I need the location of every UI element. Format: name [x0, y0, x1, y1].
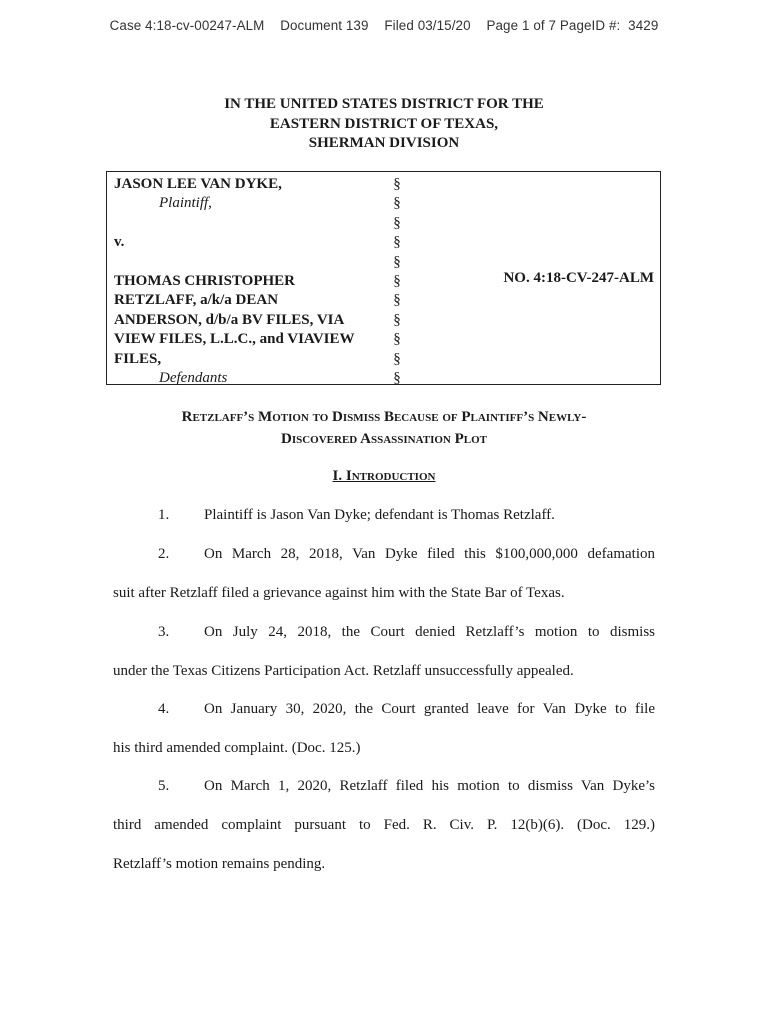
- section-symbol: §: [393, 331, 401, 348]
- court-heading-line2: EASTERN DISTRICT OF TEXAS,: [269, 115, 499, 132]
- section-symbol: §: [393, 234, 401, 251]
- section-symbol: §: [393, 253, 401, 270]
- paragraph-line: On March 28, 2018, Van Dyke filed this $100,000,000 defamation: [204, 546, 655, 562]
- section-symbol: §: [393, 370, 401, 387]
- plaintiff-role: Plaintiff,: [159, 195, 212, 212]
- caption-parties: [114, 175, 386, 388]
- case-caption-box: [106, 171, 661, 385]
- motion-title: [0, 406, 768, 450]
- section-symbol: §: [393, 311, 401, 328]
- court-heading-line3: SHERMAN DIVISION: [308, 135, 460, 151]
- paragraph-line: Plaintiff is Jason Van Dyke; defendant is Thomas Retzlaff.: [204, 507, 555, 523]
- paragraph-line: On January 30, 2020, the Court granted leave for Van Dyke to file: [204, 701, 655, 717]
- page-info-stamp: Page 1 of 7 PageID #: 3429: [486, 18, 659, 33]
- defendant-line: THOMAS CHRISTOPHER: [114, 273, 296, 290]
- paragraph-line: his third amended complaint. (Doc. 125.): [113, 740, 361, 756]
- section-symbol-column: [385, 175, 409, 388]
- defendant-line: ANDERSON, d/b/a BV FILES, VIA: [114, 311, 345, 328]
- caption-blank-line: [114, 253, 386, 272]
- section-symbol: §: [393, 176, 401, 192]
- defendant-line: FILES,: [114, 350, 162, 367]
- paragraph-line: under the Texas Citizens Participation Act. Retzlaff unsuccessfully appealed.: [113, 663, 574, 679]
- court-heading: [0, 95, 768, 154]
- section-symbol: §: [393, 214, 401, 231]
- paragraph-number: 1.: [158, 507, 170, 523]
- caption-case-number: NO. 4:18-CV-247-ALM: [503, 270, 654, 286]
- court-heading-line1: IN THE UNITED STATES DISTRICT FOR THE: [224, 96, 544, 112]
- paragraph-number: 5.: [158, 778, 170, 794]
- section-symbol: §: [393, 350, 401, 367]
- caption-blank-line: [114, 214, 386, 233]
- paragraph-5: [113, 767, 655, 884]
- motion-title-line1: Retzlaff’s Motion to Dismiss Because of Plaintiff’s Newly-: [181, 409, 587, 425]
- paragraph-line: On July 24, 2018, the Court denied Retzlaff’s motion to dismiss: [204, 624, 655, 640]
- case-number-stamp: Case 4:18-cv-00247-ALM: [109, 18, 265, 33]
- motion-title-line2: Discovered Assassination Plot: [280, 431, 488, 447]
- section-heading: I. Introduction: [332, 468, 436, 484]
- paragraph-line: third amended complaint pursuant to Fed. R. Civ. P. 12(b)(6). (Doc. 129.): [113, 817, 655, 833]
- ecf-header-stamp: [0, 18, 768, 33]
- paragraph-number: 2.: [158, 546, 170, 562]
- paragraph-3: [113, 613, 655, 691]
- paragraph-number: 3.: [158, 624, 170, 640]
- filed-date-stamp: Filed 03/15/20: [384, 18, 471, 33]
- section-symbol: §: [393, 292, 401, 309]
- paragraph-number: 4.: [158, 701, 170, 717]
- section-symbol: §: [393, 195, 401, 212]
- section-symbol: §: [393, 273, 401, 290]
- paragraph-line: suit after Retzlaff filed a grievance against him with the State Bar of Texas.: [113, 585, 565, 601]
- plaintiff-name: JASON LEE VAN DYKE,: [114, 176, 282, 192]
- paragraph-2: [113, 535, 655, 613]
- document-number-stamp: Document 139: [280, 18, 369, 33]
- defendant-role: Defendants: [159, 370, 228, 387]
- defendant-line: VIEW FILES, L.L.C., and VIAVIEW: [114, 331, 355, 348]
- defendant-line: RETZLAFF, a/k/a DEAN: [114, 292, 279, 309]
- paragraph-line: On March 1, 2020, Retzlaff filed his motion to dismiss Van Dyke’s: [204, 778, 655, 794]
- paragraph-1: [113, 496, 655, 535]
- paragraph-line: Retzlaff’s motion remains pending.: [113, 856, 326, 872]
- versus-label: v.: [114, 234, 125, 251]
- paragraph-4: [113, 690, 655, 768]
